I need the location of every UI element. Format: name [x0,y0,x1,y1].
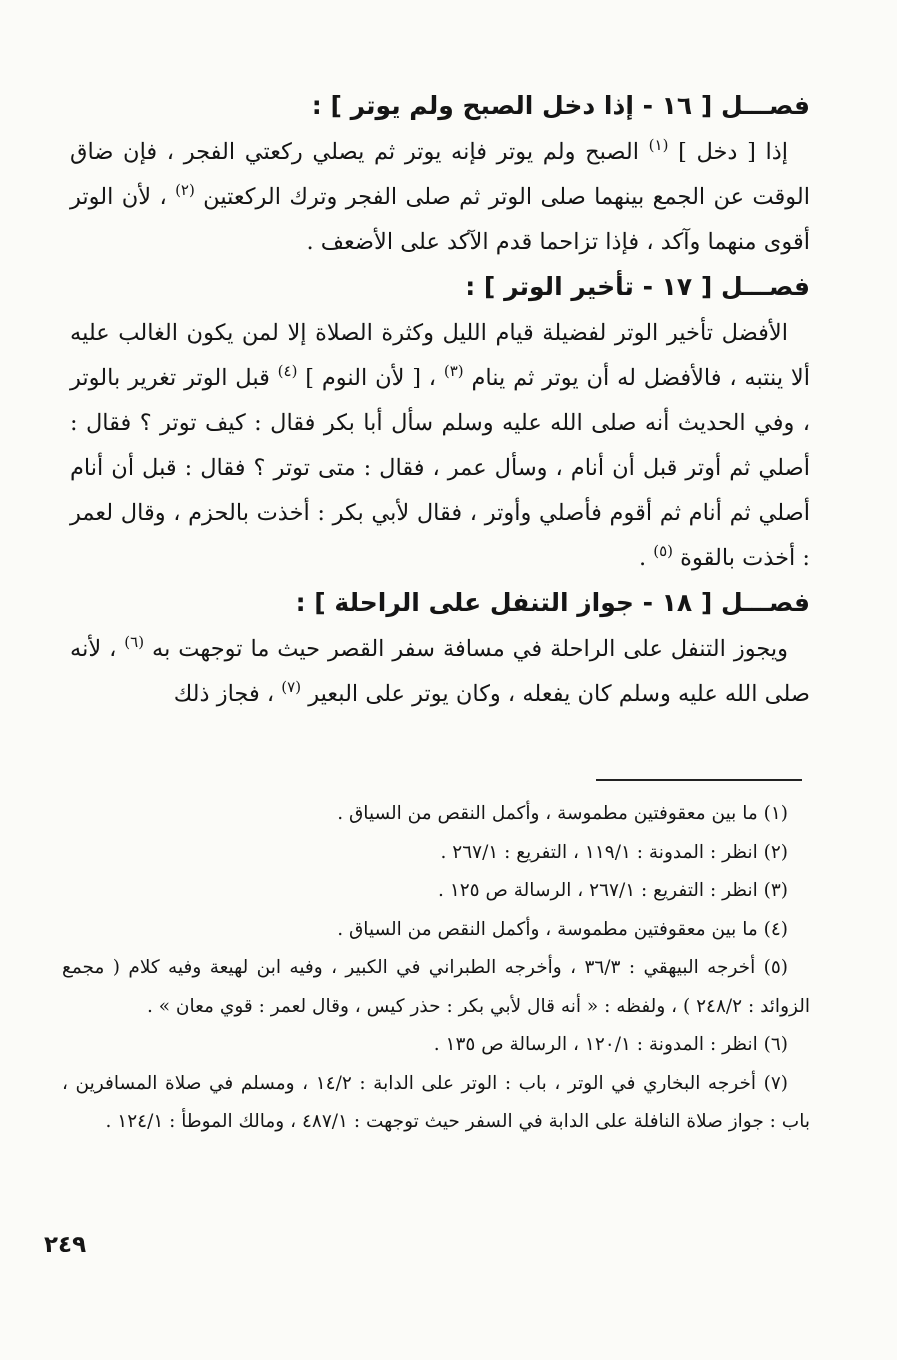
footnote: (٧) أخرجه البخاري في الوتر ، باب : الوتر على الدابة : ١٤/٢ ، ومسلم في صلاة المسافرين ، باب : جواز صلاة النافلة على الدابة في السفر حيث توجهت : ٤٨٧/١ ، ومالك الموطأ : ١٢٤/١ . [62,1072,810,1132]
footnote-ref: (٥) [653,542,674,560]
text-run: ، لأن الوتر أقوى منهما وآكد ، فإذا تزاحما قدم الآكد على الأضعف . [70,184,810,255]
footnote-divider [596,779,802,781]
footnote-ref: (٣) [443,362,464,380]
text-run: الصبح ولم يوتر فإنه يوتر ثم يصلي ركعتي الفجر ، فإن ضاق الوقت عن الجمع بينهما صلى الوتر ثم صلى الفجر وترك الركعتين [70,139,811,210]
footnote-ref: (٧) [281,678,302,696]
paragraph [70,627,810,717]
paragraph [70,130,810,265]
section-heading-18: فصـــل [ ١٨ - جواز التنفل على الراحلة ] : [295,588,810,617]
footnote: (٤) ما بين معقوفتين مطموسة ، وأكمل النقص من السياق . [337,918,788,940]
text-run: . [638,545,654,571]
footnote: (١) ما بين معقوفتين مطموسة ، وأكمل النقص من السياق . [337,803,788,824]
page-number: ٢٤٩ [44,1232,87,1258]
footnote: (٢) انظر : المدونة : ١١٩/١ ، التفريع : ٢٦٧/١ . [440,841,788,863]
text-run: الأفضل تأخير الوتر لفضيلة قيام الليل وكثرة الصلاة إلا لمن يكون الغالب عليه ألا ينتبه ، فالأفضل له أن يوتر ثم ينام [70,320,810,391]
footnote-ref: (٦) [124,633,145,651]
text-run: إذا [ دخل ] [668,139,788,165]
text-run: قبل الوتر تغرير بالوتر ، وفي الحديث أنه صلى الله عليه وسلم سأل أبا بكر فقال : كيف توتر ؟ فقال : أصلي ثم أوتر قبل أن أنام ، وسأل عمر ، فقال : متى توتر ؟ فقال : قبل أن أنام أصلي ثم أنام ثم أقوم فأصلي وأوتر ، فقال لأبي بكر : أخذت بالحزم ، وقال لعمر : أخذت بالقوة [70,365,810,571]
footnote: (٥) أخرجه البيهقي : ٣٦/٣ ، وأخرجه الطبراني في الكبير ، وفيه ابن لهيعة وفيه كلام ( مجمع الزوائد : ٢٤٨/٢ ) ، ولفظه : « أنه قال لأبي بكر : حذر كيس ، وقال لعمر : قوي معان » . [62,957,810,1017]
section-heading-16: فصـــل [ ١٦ - إذا دخل الصبح ولم يوتر ] : [311,91,810,120]
footnote: (٣) انظر : التفريع : ٢٦٧/١ ، الرسالة ص ١٢٥ . [438,880,788,901]
text-run: ، فجاز ذلك [173,681,282,707]
main-text [70,86,810,719]
footnote-ref: (٤) [277,362,298,380]
section-heading-17: فصـــل [ ١٧ - تأخير الوتر ] : [465,272,810,301]
footnotes [62,795,810,1142]
text-run: ويجوز التنفل على الراحلة في مسافة سفر القصر حيث ما توجهت به [144,636,788,662]
paragraph [70,311,810,581]
footnote: (٦) انظر : المدونة : ١٢٠/١ ، الرسالة ص ١٣٥ . [433,1034,788,1055]
footnote-ref: (٢) [175,181,195,199]
text-run: ، [ لأن النوم ] [297,365,444,391]
footnote-ref: (١) [648,136,669,154]
text-run: ، لأنه صلى الله عليه وسلم كان يفعله ، وكان يوتر على البعير [70,636,810,707]
